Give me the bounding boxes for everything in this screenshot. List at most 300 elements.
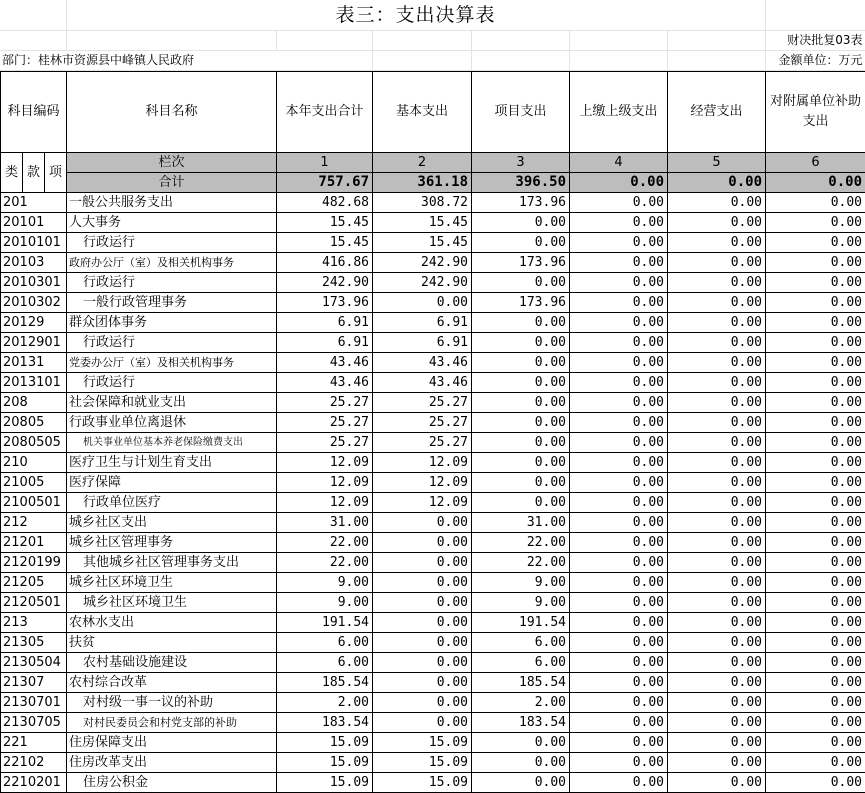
- amount-subsidy[interactable]: 0.00: [766, 233, 865, 253]
- subject-code[interactable]: 208: [1, 393, 67, 413]
- amount-business[interactable]: 0.00: [668, 373, 766, 393]
- subject-code[interactable]: 212: [1, 513, 67, 533]
- amount-business[interactable]: 0.00: [668, 513, 766, 533]
- amount-subsidy[interactable]: 0.00: [766, 533, 865, 553]
- amount-total[interactable]: 15.09: [277, 733, 373, 753]
- subject-code[interactable]: 2120199: [1, 553, 67, 573]
- amount-subsidy[interactable]: 0.00: [766, 333, 865, 353]
- header-upper: 上缴上级支出: [570, 72, 668, 153]
- amount-total[interactable]: 482.68: [277, 193, 373, 213]
- subject-name[interactable]: 机关事业单位基本养老保险缴费支出: [67, 433, 277, 453]
- cell[interactable]: [569, 51, 667, 71]
- amount-project[interactable]: 0.00: [472, 353, 570, 373]
- amount-subsidy[interactable]: 0.00: [766, 553, 865, 573]
- amount-basic[interactable]: 0.00: [373, 573, 472, 593]
- amount-subsidy[interactable]: 0.00: [766, 733, 865, 753]
- amount-subsidy[interactable]: 0.00: [766, 253, 865, 273]
- cell[interactable]: [276, 31, 372, 51]
- amount-upper[interactable]: 0.00: [570, 353, 668, 373]
- amount-total[interactable]: 25.27: [277, 433, 373, 453]
- table-row: [1, 473, 865, 493]
- subject-code[interactable]: 221: [1, 733, 67, 753]
- amount-total[interactable]: 22.00: [277, 533, 373, 553]
- amount-project[interactable]: 0.00: [472, 433, 570, 453]
- subject-code[interactable]: 2010302: [1, 293, 67, 313]
- amount-upper[interactable]: 0.00: [570, 573, 668, 593]
- amount-basic[interactable]: 15.09: [373, 753, 472, 773]
- amount-subsidy[interactable]: 0.00: [766, 653, 865, 673]
- subject-code[interactable]: 2210201: [1, 773, 67, 793]
- header-code: 科目编码: [1, 72, 67, 153]
- amount-upper[interactable]: 0.00: [570, 193, 668, 213]
- subject-code[interactable]: 210: [1, 453, 67, 473]
- subject-name[interactable]: 党委办公厅（室）及相关机构事务: [67, 353, 277, 373]
- subject-code[interactable]: 2013101: [1, 373, 67, 393]
- cell[interactable]: [667, 31, 765, 51]
- amount-basic[interactable]: 0.00: [373, 673, 472, 693]
- subject-name[interactable]: 行政运行: [67, 273, 277, 293]
- cell[interactable]: [66, 31, 276, 51]
- amount-basic[interactable]: 0.00: [373, 593, 472, 613]
- amount-business[interactable]: 0.00: [668, 313, 766, 333]
- amount-business[interactable]: 0.00: [668, 453, 766, 473]
- amount-basic[interactable]: 0.00: [373, 293, 472, 313]
- amount-subsidy[interactable]: 0.00: [766, 673, 865, 693]
- amount-upper[interactable]: 0.00: [570, 273, 668, 293]
- subject-name[interactable]: 一般行政管理事务: [67, 293, 277, 313]
- subject-code[interactable]: 2080505: [1, 433, 67, 453]
- header-name: 科目名称: [67, 72, 277, 153]
- amount-subsidy[interactable]: 0.00: [766, 593, 865, 613]
- amount-upper[interactable]: 0.00: [570, 653, 668, 673]
- amount-upper[interactable]: 0.00: [570, 213, 668, 233]
- amount-project[interactable]: 0.00: [472, 313, 570, 333]
- amount-subsidy[interactable]: 0.00: [766, 413, 865, 433]
- amount-project[interactable]: 6.00: [472, 633, 570, 653]
- amount-total[interactable]: 191.54: [277, 613, 373, 633]
- amount-basic[interactable]: 0.00: [373, 613, 472, 633]
- amount-total[interactable]: 6.91: [277, 313, 373, 333]
- table-row: [1, 353, 865, 373]
- amount-subsidy[interactable]: 0.00: [766, 213, 865, 233]
- table-row: [1, 713, 865, 733]
- subject-code[interactable]: 2130705: [1, 713, 67, 733]
- subject-code[interactable]: 21305: [1, 633, 67, 653]
- subject-code[interactable]: 2120501: [1, 593, 67, 613]
- amount-business[interactable]: 0.00: [668, 253, 766, 273]
- subheader-lei: 类: [1, 153, 23, 193]
- department-label: 部门：桂林市资源县中峰镇人民政府: [0, 51, 372, 71]
- amount-total[interactable]: 6.00: [277, 653, 373, 673]
- subject-code[interactable]: 20101: [1, 213, 67, 233]
- amount-business[interactable]: 0.00: [668, 393, 766, 413]
- table-row: [1, 593, 865, 613]
- amount-business[interactable]: 0.00: [668, 553, 766, 573]
- cell[interactable]: [0, 31, 66, 51]
- amount-project[interactable]: 2.00: [472, 693, 570, 713]
- amount-total[interactable]: 15.45: [277, 233, 373, 253]
- amount-total[interactable]: 183.54: [277, 713, 373, 733]
- total-row: [1, 173, 865, 193]
- amount-business[interactable]: 0.00: [668, 353, 766, 373]
- amount-project[interactable]: 0.00: [472, 373, 570, 393]
- subject-code[interactable]: 2012901: [1, 333, 67, 353]
- table-row: [1, 733, 865, 753]
- subject-code[interactable]: 2100501: [1, 493, 67, 513]
- amount-basic[interactable]: 0.00: [373, 713, 472, 733]
- subject-name[interactable]: 城乡社区环境卫生: [67, 573, 277, 593]
- amount-upper[interactable]: 0.00: [570, 393, 668, 413]
- amount-upper[interactable]: 0.00: [570, 693, 668, 713]
- amount-basic[interactable]: 43.46: [373, 373, 472, 393]
- amount-subsidy[interactable]: 0.00: [766, 773, 865, 793]
- header-project: 项目支出: [472, 72, 570, 153]
- header-subsidy: [766, 72, 865, 153]
- amount-upper[interactable]: 0.00: [570, 673, 668, 693]
- amount-basic[interactable]: 242.90: [373, 253, 472, 273]
- amount-upper[interactable]: 0.00: [570, 513, 668, 533]
- subject-code[interactable]: 21205: [1, 573, 67, 593]
- amount-project[interactable]: 0.00: [472, 213, 570, 233]
- amount-upper[interactable]: 0.00: [570, 253, 668, 273]
- amount-total[interactable]: 6.91: [277, 333, 373, 353]
- amount-project[interactable]: 0.00: [472, 773, 570, 793]
- amount-project[interactable]: 22.00: [472, 533, 570, 553]
- amount-subsidy[interactable]: 0.00: [766, 573, 865, 593]
- amount-total[interactable]: 242.90: [277, 273, 373, 293]
- subject-code[interactable]: 201: [1, 193, 67, 213]
- subject-name[interactable]: 其他城乡社区管理事务支出: [67, 553, 277, 573]
- amount-total[interactable]: 173.96: [277, 293, 373, 313]
- subject-name[interactable]: 人大事务: [67, 213, 277, 233]
- cell[interactable]: [372, 31, 471, 51]
- amount-subsidy[interactable]: 0.00: [766, 753, 865, 773]
- table-row: [1, 673, 865, 693]
- amount-basic[interactable]: 242.90: [373, 273, 472, 293]
- amount-total[interactable]: 9.00: [277, 573, 373, 593]
- amount-upper[interactable]: 0.00: [570, 533, 668, 553]
- amount-business[interactable]: 0.00: [668, 533, 766, 553]
- amount-total[interactable]: 416.86: [277, 253, 373, 273]
- subject-name[interactable]: 社会保障和就业支出: [67, 393, 277, 413]
- subject-code[interactable]: 20805: [1, 413, 67, 433]
- amount-basic[interactable]: 43.46: [373, 353, 472, 373]
- amount-business[interactable]: 0.00: [668, 493, 766, 513]
- table-row: [1, 413, 865, 433]
- total-label: 合计: [67, 173, 277, 193]
- cell[interactable]: [667, 51, 765, 71]
- amount-total[interactable]: 185.54: [277, 673, 373, 693]
- amount-upper[interactable]: 0.00: [570, 773, 668, 793]
- amount-business[interactable]: 0.00: [668, 653, 766, 673]
- amount-project[interactable]: 173.96: [472, 253, 570, 273]
- amount-business[interactable]: 0.00: [668, 773, 766, 793]
- amount-basic[interactable]: 15.09: [373, 773, 472, 793]
- amount-basic[interactable]: 25.27: [373, 413, 472, 433]
- table-row: [1, 613, 865, 633]
- amount-basic[interactable]: 25.27: [373, 433, 472, 453]
- subject-name[interactable]: 行政运行: [67, 333, 277, 353]
- amount-business[interactable]: 0.00: [668, 473, 766, 493]
- subheader-lanci: 栏次: [67, 153, 277, 173]
- amount-total[interactable]: 22.00: [277, 553, 373, 573]
- amount-subsidy[interactable]: 0.00: [766, 393, 865, 413]
- amount-total[interactable]: 12.09: [277, 493, 373, 513]
- amount-total[interactable]: 12.09: [277, 453, 373, 473]
- subject-code[interactable]: 22102: [1, 753, 67, 773]
- subject-name[interactable]: 行政运行: [67, 233, 277, 253]
- subject-name[interactable]: 群众团体事务: [67, 313, 277, 333]
- amount-upper[interactable]: 0.00: [570, 493, 668, 513]
- subject-name[interactable]: 农村基础设施建设: [67, 653, 277, 673]
- amount-upper[interactable]: 0.00: [570, 373, 668, 393]
- amount-subsidy[interactable]: 0.00: [766, 713, 865, 733]
- amount-upper[interactable]: 0.00: [570, 433, 668, 453]
- amount-project[interactable]: 0.00: [472, 333, 570, 353]
- report-header-area: [0, 0, 865, 71]
- data-rows: [1, 193, 865, 793]
- subject-code[interactable]: 20131: [1, 353, 67, 373]
- amount-subsidy[interactable]: 0.00: [766, 513, 865, 533]
- amount-upper[interactable]: 0.00: [570, 453, 668, 473]
- subject-code[interactable]: 2130701: [1, 693, 67, 713]
- amount-business[interactable]: 0.00: [668, 613, 766, 633]
- amount-upper[interactable]: 0.00: [570, 553, 668, 573]
- subject-name[interactable]: 政府办公厅（室）及相关机构事务: [67, 253, 277, 273]
- amount-subsidy[interactable]: 0.00: [766, 693, 865, 713]
- subject-name[interactable]: 医疗卫生与计划生育支出: [67, 453, 277, 473]
- table-row: [1, 693, 865, 713]
- subject-name[interactable]: 扶贫: [67, 633, 277, 653]
- subject-name[interactable]: 住房改革支出: [67, 753, 277, 773]
- amount-subsidy[interactable]: 0.00: [766, 613, 865, 633]
- amount-project[interactable]: 183.54: [472, 713, 570, 733]
- amount-project[interactable]: 0.00: [472, 493, 570, 513]
- amount-upper[interactable]: 0.00: [570, 633, 668, 653]
- amount-business[interactable]: 0.00: [668, 333, 766, 353]
- amount-basic[interactable]: 6.91: [373, 313, 472, 333]
- subject-code[interactable]: 21201: [1, 533, 67, 553]
- amount-basic[interactable]: 15.45: [373, 213, 472, 233]
- table-row: [1, 553, 865, 573]
- amount-upper[interactable]: 0.00: [570, 233, 668, 253]
- amount-business[interactable]: 0.00: [668, 593, 766, 613]
- cell[interactable]: [471, 51, 569, 71]
- subject-name[interactable]: 医疗保障: [67, 473, 277, 493]
- subject-name[interactable]: 城乡社区支出: [67, 513, 277, 533]
- amount-total[interactable]: 43.46: [277, 373, 373, 393]
- expenditure-table: [0, 71, 865, 793]
- amount-business[interactable]: 0.00: [668, 633, 766, 653]
- amount-basic[interactable]: 308.72: [373, 193, 472, 213]
- amount-subsidy[interactable]: 0.00: [766, 633, 865, 653]
- subject-name[interactable]: 行政事业单位离退休: [67, 413, 277, 433]
- amount-total[interactable]: 31.00: [277, 513, 373, 533]
- subject-name[interactable]: 城乡社区环境卫生: [67, 593, 277, 613]
- subject-code[interactable]: 2010101: [1, 233, 67, 253]
- cell[interactable]: [372, 51, 471, 71]
- amount-project[interactable]: 0.00: [472, 393, 570, 413]
- subject-name[interactable]: 对村级一事一议的补助: [67, 693, 277, 713]
- amount-total[interactable]: 6.00: [277, 633, 373, 653]
- amount-project[interactable]: 0.00: [472, 453, 570, 473]
- amount-business[interactable]: 0.00: [668, 273, 766, 293]
- table-row: [1, 753, 865, 773]
- amount-basic[interactable]: 6.91: [373, 333, 472, 353]
- amount-basic[interactable]: 0.00: [373, 693, 472, 713]
- total-c1[interactable]: 757.67: [277, 173, 373, 193]
- table-row: [1, 213, 865, 233]
- subject-name[interactable]: 住房公积金: [67, 773, 277, 793]
- unit-label: 金额单位：万元: [765, 51, 865, 71]
- amount-upper[interactable]: 0.00: [570, 333, 668, 353]
- column-number-5: 5: [668, 153, 766, 173]
- cell[interactable]: [765, 0, 865, 31]
- amount-total[interactable]: 15.45: [277, 213, 373, 233]
- subject-code[interactable]: 2130504: [1, 653, 67, 673]
- amount-subsidy[interactable]: 0.00: [766, 433, 865, 453]
- amount-business[interactable]: 0.00: [668, 573, 766, 593]
- subject-name[interactable]: 行政运行: [67, 373, 277, 393]
- amount-total[interactable]: 15.09: [277, 773, 373, 793]
- amount-upper[interactable]: 0.00: [570, 293, 668, 313]
- amount-basic[interactable]: 12.09: [373, 493, 472, 513]
- amount-upper[interactable]: 0.00: [570, 593, 668, 613]
- amount-project[interactable]: 0.00: [472, 233, 570, 253]
- amount-project[interactable]: 0.00: [472, 733, 570, 753]
- amount-upper[interactable]: 0.00: [570, 313, 668, 333]
- amount-basic[interactable]: 0.00: [373, 653, 472, 673]
- subject-code[interactable]: 20103: [1, 253, 67, 273]
- amount-business[interactable]: 0.00: [668, 213, 766, 233]
- amount-business[interactable]: 0.00: [668, 193, 766, 213]
- amount-project[interactable]: 173.96: [472, 293, 570, 313]
- amount-project[interactable]: 0.00: [472, 753, 570, 773]
- table-row: [1, 313, 865, 333]
- amount-project[interactable]: 173.96: [472, 193, 570, 213]
- amount-project[interactable]: 185.54: [472, 673, 570, 693]
- amount-business[interactable]: 0.00: [668, 413, 766, 433]
- amount-project[interactable]: 0.00: [472, 273, 570, 293]
- amount-upper[interactable]: 0.00: [570, 473, 668, 493]
- amount-upper[interactable]: 0.00: [570, 413, 668, 433]
- amount-project[interactable]: 22.00: [472, 553, 570, 573]
- table-row: [1, 653, 865, 673]
- amount-business[interactable]: 0.00: [668, 433, 766, 453]
- amount-subsidy[interactable]: 0.00: [766, 473, 865, 493]
- subject-name[interactable]: 住房保障支出: [67, 733, 277, 753]
- amount-total[interactable]: 2.00: [277, 693, 373, 713]
- table-row: [1, 333, 865, 353]
- amount-basic[interactable]: 0.00: [373, 553, 472, 573]
- amount-basic[interactable]: 0.00: [373, 513, 472, 533]
- amount-upper[interactable]: 0.00: [570, 733, 668, 753]
- subject-code[interactable]: 2010301: [1, 273, 67, 293]
- amount-total[interactable]: 25.27: [277, 413, 373, 433]
- amount-upper[interactable]: 0.00: [570, 713, 668, 733]
- amount-subsidy[interactable]: 0.00: [766, 353, 865, 373]
- amount-basic[interactable]: 25.27: [373, 393, 472, 413]
- amount-basic[interactable]: 0.00: [373, 533, 472, 553]
- amount-upper[interactable]: 0.00: [570, 613, 668, 633]
- table-row: [1, 453, 865, 473]
- amount-basic[interactable]: 0.00: [373, 633, 472, 653]
- total-c2[interactable]: 361.18: [373, 173, 472, 193]
- amount-project[interactable]: 0.00: [472, 413, 570, 433]
- column-number-6: 6: [766, 153, 865, 173]
- column-number-3: 3: [472, 153, 570, 173]
- table-row: [1, 513, 865, 533]
- table-row: [1, 633, 865, 653]
- amount-project[interactable]: 9.00: [472, 593, 570, 613]
- amount-subsidy[interactable]: 0.00: [766, 313, 865, 333]
- amount-project[interactable]: 31.00: [472, 513, 570, 533]
- total-c4[interactable]: 0.00: [570, 173, 668, 193]
- amount-subsidy[interactable]: 0.00: [766, 293, 865, 313]
- amount-project[interactable]: 9.00: [472, 573, 570, 593]
- amount-project[interactable]: 191.54: [472, 613, 570, 633]
- cell[interactable]: [569, 31, 667, 51]
- header-business: 经营支出: [668, 72, 766, 153]
- total-c3[interactable]: 396.50: [472, 173, 570, 193]
- amount-basic[interactable]: 15.45: [373, 233, 472, 253]
- amount-subsidy[interactable]: 0.00: [766, 273, 865, 293]
- column-number-1: 1: [277, 153, 373, 173]
- subject-name[interactable]: 行政单位医疗: [67, 493, 277, 513]
- subject-name[interactable]: 一般公共服务支出: [67, 193, 277, 213]
- subject-name[interactable]: 对村民委员会和村党支部的补助: [67, 713, 277, 733]
- table-row: [1, 393, 865, 413]
- amount-project[interactable]: 6.00: [472, 653, 570, 673]
- total-c6[interactable]: 0.00: [766, 173, 865, 193]
- cell[interactable]: [471, 31, 569, 51]
- cell[interactable]: [0, 0, 66, 31]
- column-number-2: 2: [373, 153, 472, 173]
- total-c5[interactable]: 0.00: [668, 173, 766, 193]
- amount-business[interactable]: 0.00: [668, 673, 766, 693]
- amount-business[interactable]: 0.00: [668, 753, 766, 773]
- header-subsidy-text: 对附属单位补助支出: [770, 94, 861, 129]
- amount-basic[interactable]: 12.09: [373, 473, 472, 493]
- amount-basic[interactable]: 12.09: [373, 453, 472, 473]
- subject-code[interactable]: 20129: [1, 313, 67, 333]
- header-basic: 基本支出: [373, 72, 472, 153]
- amount-total[interactable]: 15.09: [277, 753, 373, 773]
- amount-business[interactable]: 0.00: [668, 233, 766, 253]
- subject-code[interactable]: 213: [1, 613, 67, 633]
- amount-subsidy[interactable]: 0.00: [766, 193, 865, 213]
- amount-total[interactable]: 43.46: [277, 353, 373, 373]
- amount-upper[interactable]: 0.00: [570, 753, 668, 773]
- amount-basic[interactable]: 15.09: [373, 733, 472, 753]
- amount-subsidy[interactable]: 0.00: [766, 373, 865, 393]
- subject-name[interactable]: 城乡社区管理事务: [67, 533, 277, 553]
- subject-name[interactable]: 农村综合改革: [67, 673, 277, 693]
- amount-total[interactable]: 25.27: [277, 393, 373, 413]
- subject-code[interactable]: 21307: [1, 673, 67, 693]
- amount-subsidy[interactable]: 0.00: [766, 453, 865, 473]
- amount-total[interactable]: 12.09: [277, 473, 373, 493]
- amount-business[interactable]: 0.00: [668, 693, 766, 713]
- amount-business[interactable]: 0.00: [668, 733, 766, 753]
- amount-subsidy[interactable]: 0.00: [766, 493, 865, 513]
- amount-business[interactable]: 0.00: [668, 293, 766, 313]
- subject-name[interactable]: 农林水支出: [67, 613, 277, 633]
- amount-project[interactable]: 0.00: [472, 473, 570, 493]
- subject-code[interactable]: 21005: [1, 473, 67, 493]
- amount-business[interactable]: 0.00: [668, 713, 766, 733]
- amount-total[interactable]: 9.00: [277, 593, 373, 613]
